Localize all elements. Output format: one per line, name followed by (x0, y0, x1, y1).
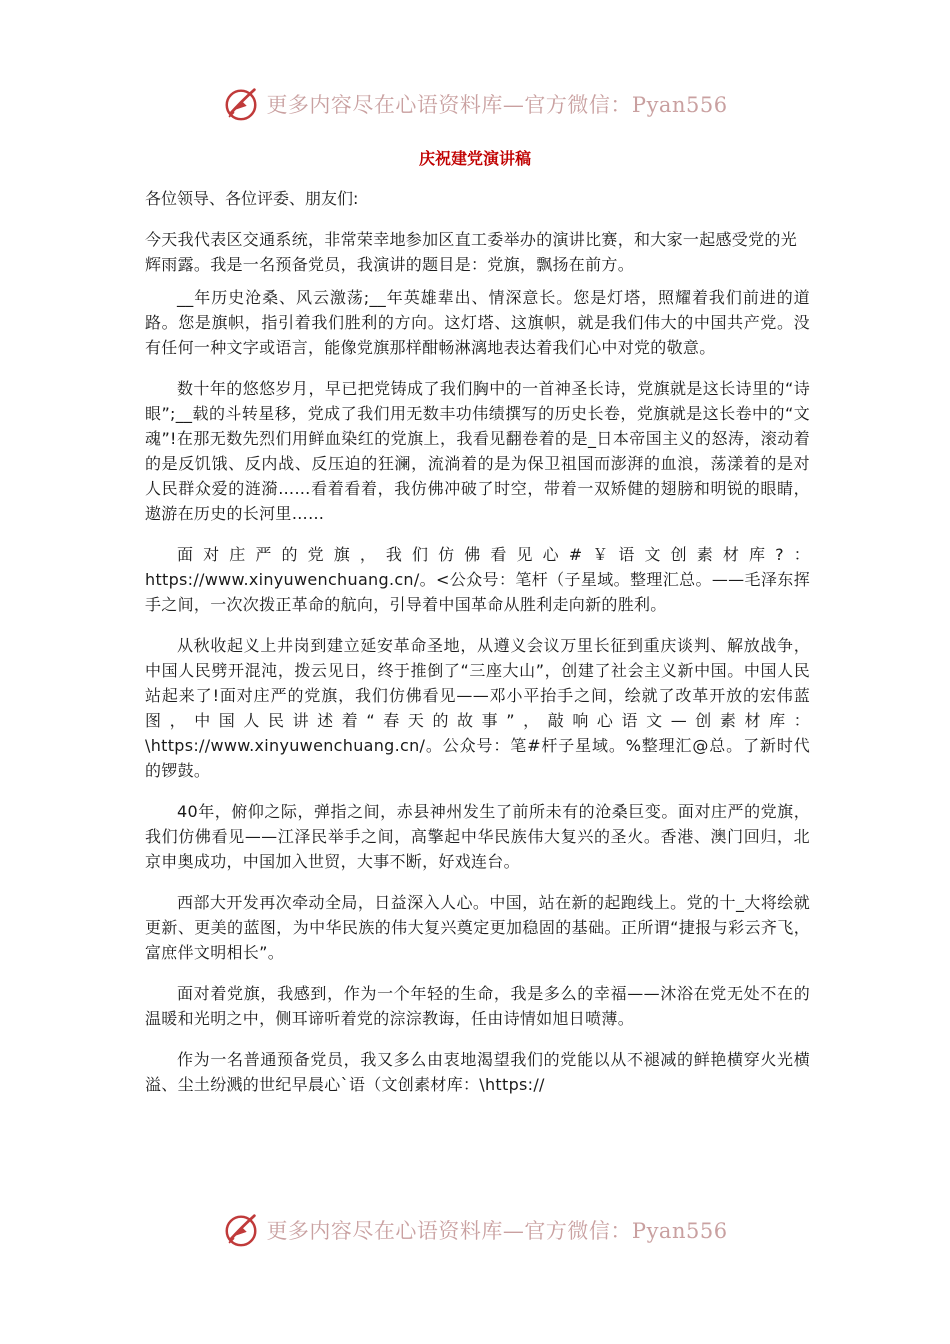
paragraph: __年历史沧桑、风云激荡;__年英雄辈出、情深意长。您是灯塔，照耀着我们前进的道路。您是旗帜，指引着我们胜利的方向。这灯塔、这旗帜，就是我们伟大的中国共产党。没有任何一种文字或语言，能像党旗那样酣畅淋漓地表达着我们心中对党的敬意。 (145, 288, 810, 357)
banner-text: 更多内容尽在心语资料库—官方微信：Pyan556 (266, 1219, 728, 1243)
paragraph: 作为一名普通预备党员，我又多么由衷地渴望我们的党能以从不褪减的鲜艳横穿火光横溢、尘土纷溅的世纪早晨心`语（文创素材库：\https:// (145, 1050, 810, 1094)
document-body (145, 186, 810, 1113)
paragraph: 数十年的悠悠岁月，早已把党铸成了我们胸中的一首神圣长诗，党旗就是这长诗里的“诗眼”;__载的斗转星移，党成了我们用无数丰功伟绩撰写的历史长卷，党旗就是这长卷中的“文魂”!在那无数先烈们用鲜血染红的党旗上，我看见翻卷着的是_日本帝国主义的怒涛，滚动着的是反饥饿、反内战、反压迫的狂澜，流淌着的是为保卫祖国而澎湃的血浪，荡漾着的是对人民群众爱的涟漪……看着看着，我仿佛冲破了时空，带着一双矫健的翅膀和明锐的眼睛，遨游在历史的长河里…… (145, 379, 810, 523)
page-title: 庆祝建党演讲稿 (418, 149, 531, 168)
greeting: 各位领导、各位评委、朋友们: (145, 189, 359, 208)
header-banner (0, 82, 950, 126)
paragraph: 从秋收起义上井岗到建立延安革命圣地，从遵义会议万里长征到重庆谈判、解放战争，中国人民劈开混沌，拨云见日，终于推倒了“三座大山”，创建了社会主义新中国。中国人民站起来了!面对庄严的党旗，我们仿佛看见——邓小平抬手之间，绘就了改革开放的宏伟蓝图，中国人民讲述着“春天的故事”，敲响心语文—创素材库：\https://www.xinyuwenchuang.cn/。公众号：笔#杆子星域。%整理汇@总。了新时代的锣鼓。 (145, 636, 810, 780)
intro-paragraph: 今天我代表区交通系统，非常荣幸地参加区直工委举办的演讲比赛，和大家一起感受党的光辉雨露。我是一名预备党员，我演讲的题目是：党旗，飘扬在前方。 (145, 230, 798, 274)
paragraph: 面对庄严的党旗，我们仿佛看见心#￥语文创素材库?：https://www.xinyuwenchuang.cn/。<公众号：笔杆（子星域。整理汇总。——毛泽东挥手之间，一次次拨正革命的航向，引导着中国革命从胜利走向新的胜利。 (145, 545, 810, 614)
paragraph: 40年，俯仰之际，弹指之间，赤县神州发生了前所未有的沧桑巨变。面对庄严的党旗，我们仿佛看见——江泽民举手之间，高擎起中华民族伟大复兴的圣火。香港、澳门回归，北京申奥成功，中国加入世贸，大事不断，好戏连台。 (145, 802, 810, 871)
paragraph: 面对着党旗，我感到，作为一个年轻的生命，我是多么的幸福——沐浴在党无处不在的温暖和光明之中，侧耳谛听着党的淙淙教诲，任由诗情如旭日喷薄。 (145, 984, 810, 1028)
paragraph: 西部大开发再次牵动全局，日益深入人心。中国，站在新的起跑线上。党的十_大将绘就更新、更美的蓝图，为中华民族的伟大复兴奠定更加稳固的基础。正所谓“捷报与彩云齐飞，富庶伴文明相长”。 (145, 893, 810, 962)
quill-seal-icon (222, 1211, 260, 1249)
quill-seal-icon (222, 85, 260, 123)
footer-banner (0, 1208, 950, 1252)
banner-text: 更多内容尽在心语资料库—官方微信：Pyan556 (266, 93, 728, 117)
